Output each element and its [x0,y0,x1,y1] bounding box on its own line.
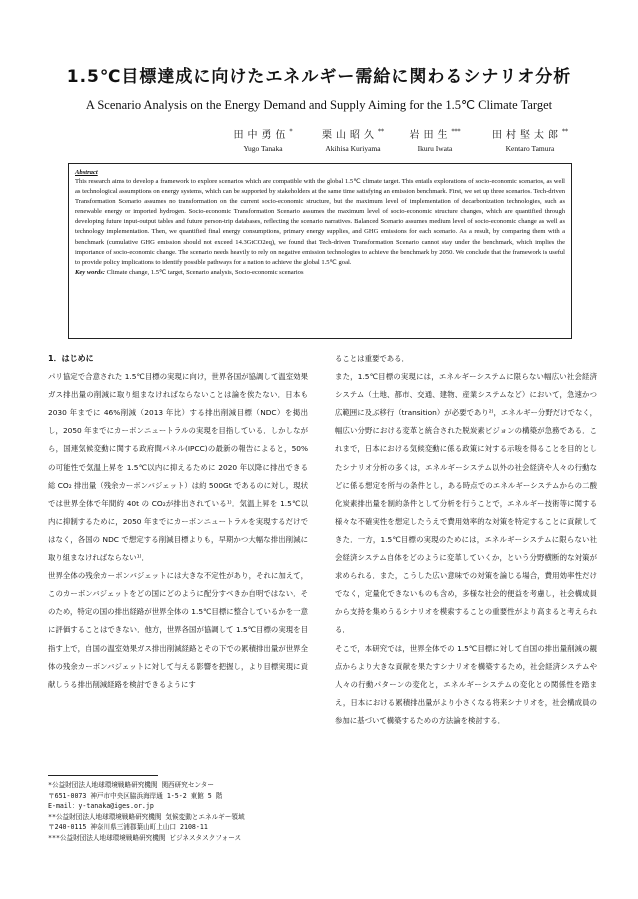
author-3-name-ja: 岩田生 [409,130,452,141]
body-paragraph: ることは重要である． [335,354,409,363]
body-paragraph: 世界全体の残余カーボンバジェットには大きな不定性があり，それに加えて，このカーボンバジェットをどの国にどのように配分すべきか自明ではない．そのため，特定の国の排出経路が世界全体の 1.5℃目標に整合しているかを一意に評価することはできない．他方，世界各国が協調して 1.5℃目標の実現を目指す上で，自国の温室効果ガス排出削減経路とその下での累積排出量が世界全体の残余カーボンバジェットに対して与える影響を把握し，より目標実現に貢献しうる排出削減経路を検討できるようにす [48,571,308,689]
abstract-box [68,163,572,339]
author-1-name-en: Yugo Tanaka [243,144,283,153]
author-1-mark: * [289,128,293,136]
author-4-name-en: Kentaro Tamura [505,144,555,153]
footnote-line: ***公益財団法人地球環境戦略研究機関 ビジネスタスクフォース [48,833,242,842]
section-heading-introduction: 1．はじめに [48,354,94,363]
body-column-right [335,350,597,840]
keywords-text: Climate change, 1.5℃ target, Scenario analysis, Socio-economic scenarios [106,268,304,276]
body-paragraph: そこで，本研究では，世界全体での 1.5℃目標に対して自国の排出量削減の観点からより大きな貢献を果たすシナリオを構築するため，社会経済システムや人々の行動パターンの変化と，エネルギーシステムの変化との関係性を踏まえ，日本における累積排出量がより小さくなる将来シナリオを，社会構成員の参加に基づいて構築するための方法論を検討する． [335,643,597,725]
footnote-line: 〒240-0115 神奈川県三浦郡葉山町上山口 2108-11 [48,823,208,832]
author-3-name-en: Ikuru Iwata [417,144,453,153]
body-column-left [48,350,308,770]
author-3 [404,126,466,153]
author-4-name-ja: 田村堅太郎 [492,130,562,141]
paper-title-japanese: 1.5℃目標達成に向けたエネルギー需給に関わるシナリオ分析 [66,67,572,87]
abstract-text: This research aims to develop a framework to explore scenarios which are compatible with the global 1.5℃ climate target. This entails explorations of socio-economic scenarios, as well as technological assumptions on energy systems, which can be supported by stakeholders at the same time satisfying an emission benchmark. First, we set up three scenarios. Tech-driven Transformation Scenario assumes no transformation on the current socio-economic structure, but the maximum level of implementation of decarbonization technologies, such as renewable energy or imported hydrogen. Socio-economic Transformation Scenario assumes the maximum level of socio-economic structure changes, which are quantified through developing future input-output tables and future person-trip databases, reflecting the scenario narratives. Balanced Scenario assumes medium level of socio-economic change as well as technology implementation. Then, we quantified final energy consumptions, primary energy supplies, and GHG emissions for each scenario. As a result, by comparing them with a benchmark (cumulative GHG emission should not exceed 14.3GtCO2eq), we found that Tech-driven Transformation Scenario cannot stay under the benchmark, which implies the importance of socio-economic change. The scenario needs heavily to rely on negative emission technologies to achieve the benchmark by 2050. We conclude that the framework is useful to provide policy implications to identify possible pathways for a nation to achieve the global 1.5℃ goal. [75,178,565,266]
author-2-name-en: Akihisa Kuriyama [325,144,381,153]
author-2-mark: ** [378,128,384,136]
author-2-name-ja: 栗山昭久 [322,130,378,141]
keywords-line [75,268,565,278]
keywords-label: Key words: [75,268,106,276]
abstract-heading: Abstract [75,169,98,176]
footnote-line: 〒651-0073 神戸市中央区脇浜海岸通 1-5-2 東館 5 階 [48,791,223,800]
author-2 [317,126,389,153]
author-3-mark: *** [451,128,461,136]
footnote-line: *公益財団法人地球環境戦略研究機関 関西研究センター [48,781,214,789]
footnote-line: **公益財団法人地球環境戦略研究機関 気候変動とエネルギー領域 [48,812,245,821]
body-paragraph: パリ協定で合意された 1.5℃目標の実現に向け，世界各国が協調して温室効果ガス排出量の削減に取り組まなければならないことは論を俟たない．日本も 2030 年までに 46%削減（2013 年比）する排出削減目標（NDC）を掲出し，2050 年までにカーボンニュートラルの実現を目指している．しかしながら，国連気候変動に関する政府間パネル(IPCC)の最新の報告によると，50%の可能性で気温上昇を 1.5℃以内に抑えるために 2020 年以降に排出できる総 CO₂ 排出量（残余カーボンバジェット）は約 500Gt であるのに対し，現状では世界全体で年間約 40t の CO₂が排出されている¹⁾．気温上昇を 1.5℃以内に抑制するために，2050 年までにカーボンニュートラルを実現するだけではなく，各国の NDC で想定する削減目標よりも，早期かつ大幅な排出削減に取り組まなければならない¹⁾． [48,372,308,563]
author-4-mark: ** [562,128,568,136]
author-4 [480,126,580,153]
footnote-divider [48,775,158,776]
paper-title-english: A Scenario Analysis on the Energy Demand and Supply Aiming for the 1.5℃ Climate Target [85,98,553,112]
author-1 [228,126,298,153]
author-1-name-ja: 田中勇伍 [233,130,290,141]
footnote-line: E-mail：y-tanaka@iges.or.jp [48,802,154,811]
body-paragraph: また，1.5℃目標の実現には，エネルギーシステムに限らない幅広い社会経済システム（土地、都市、交通、建物、産業システムなど）において，急速かつ広範囲に及ぶ移行（transition）が必要であり²⁾，エネルギー分野だけでなく，幅広い分野における変革と統合された脱炭素ビジョンの構築が急務である．これまで，日本における気候変動に係る政策に対する示唆を得ることを目的としたシナリオ分析の多くは，エネルギーシステム以外の社会経済や人々の行動などに係る想定を所与の条件とし，ある時点でのエネルギーシステムからの二酸化炭素排出量を制約条件として分析を行うことで，エネルギー技術等に関する様々な不確実性を想定したうえで費用効率的な対策を特定することに貢献してきた．一方，1.5℃目標の実現のためには，エネルギーシステムに限らない社会経済システム自体をどのように変革していくか，という分野横断的な対策が求められる．また，こうした広い意味での対策を論じる場合，費用効率性だけでなく，定量化できないものも含め，多様な社会的便益を考慮し，社会構成員から支持を集めうるシナリオを模索することの重要性がより高まると考えられる． [335,372,597,635]
affiliation-footnotes [48,780,318,844]
